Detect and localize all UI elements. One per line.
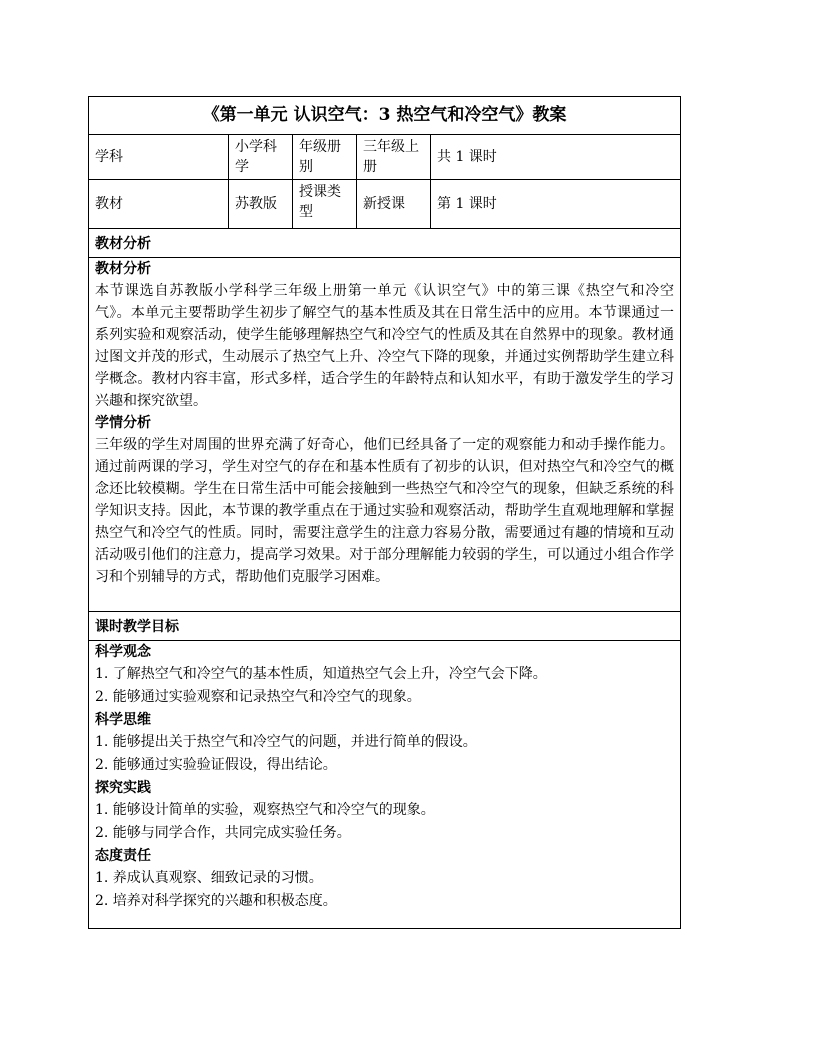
type-label: 授课类型 [293,180,357,229]
type-value: 新授课 [357,180,431,229]
objectives-section-title: 课时教学目标 [95,619,179,635]
objective-item: 2. 培养对科学探究的兴趣和积极态度。 [95,893,337,909]
lesson-plan-table [88,96,681,929]
analysis-section-title: 教材分析 [95,236,151,252]
objective-item: 1. 能够设计简单的实验，观察热空气和冷空气的现象。 [95,802,435,818]
total-hours: 共 1 课时 [431,135,681,180]
objective-group-heading: 态度责任 [95,848,151,864]
objective-item: 1. 了解热空气和冷空气的基本性质，知道热空气会上升，冷空气会下降。 [95,666,547,682]
textbook-analysis-heading: 教材分析 [95,261,151,277]
objective-item: 1. 养成认真观察、细致记录的习惯。 [95,870,323,886]
grade-value: 三年级上册 [357,135,431,180]
subject-label: 学科 [89,135,229,180]
textbook-label: 教材 [89,180,229,229]
objective-group-heading: 科学思维 [95,712,151,728]
objective-item: 1. 能够提出关于热空气和冷空气的问题，并进行简单的假设。 [95,734,477,750]
objectives-section [89,612,681,929]
objective-item: 2. 能够通过实验验证假设，得出结论。 [95,757,337,773]
lesson-plan-page [88,96,680,924]
current-hour: 第 1 课时 [431,180,681,229]
meta-row-textbook [89,180,681,229]
objective-item: 2. 能够通过实验观察和记录热空气和冷空气的现象。 [95,689,421,705]
document-title: 《第一单元 认识空气：3 热空气和冷空气》教案 [89,97,681,135]
student-analysis-text: 三年级的学生对周围的世界充满了好奇心，他们已经具备了一定的观察能力和动手操作能力。通过前两课的学习，学生对空气的存在和基本性质有了初步的认识，但对热空气和冷空气的概念还比较模糊。学生在日常生活中可能会接触到一些热空气和冷空气的现象，但缺乏系统的科学知识支持。因此，本节课的教学重点在于通过实验和观察活动，帮助学生直观地理解和掌握热空气和冷空气的性质。同时，需要注意学生的注意力容易分散，需要通过有趣的情境和互动活动吸引他们的注意力，提高学习效果。对于部分理解能力较弱的学生，可以通过小组合作学习和个别辅导的方式，帮助他们克服学习困难。 [95,437,675,585]
meta-row-subject [89,135,681,180]
objective-group-heading: 探究实践 [95,780,151,796]
textbook-value: 苏教版 [229,180,293,229]
textbook-analysis-text: 本节课选自苏教版小学科学三年级上册第一单元《认识空气》中的第三课《热空气和冷空气》。本单元主要帮助学生初步了解空气的基本性质及其在日常生活中的应用。本节课通过一系列实验和观察活动，使学生能够理解热空气和冷空气的性质及其在自然界中的现象。教材通过图文并茂的形式，生动展示了热空气上升、冷空气下降的现象，并通过实例帮助学生建立科学概念。教材内容丰富，形式多样，适合学生的年龄特点和认知水平，有助于激发学生的学习兴趣和探究欲望。 [95,283,675,409]
objective-group-heading: 科学观念 [95,644,151,660]
grade-label: 年级册别 [293,135,357,180]
subject-value: 小学科学 [229,135,293,180]
objective-item: 2. 能够与同学合作，共同完成实验任务。 [95,825,351,841]
analysis-section [89,229,681,612]
student-analysis-heading: 学情分析 [95,415,151,431]
